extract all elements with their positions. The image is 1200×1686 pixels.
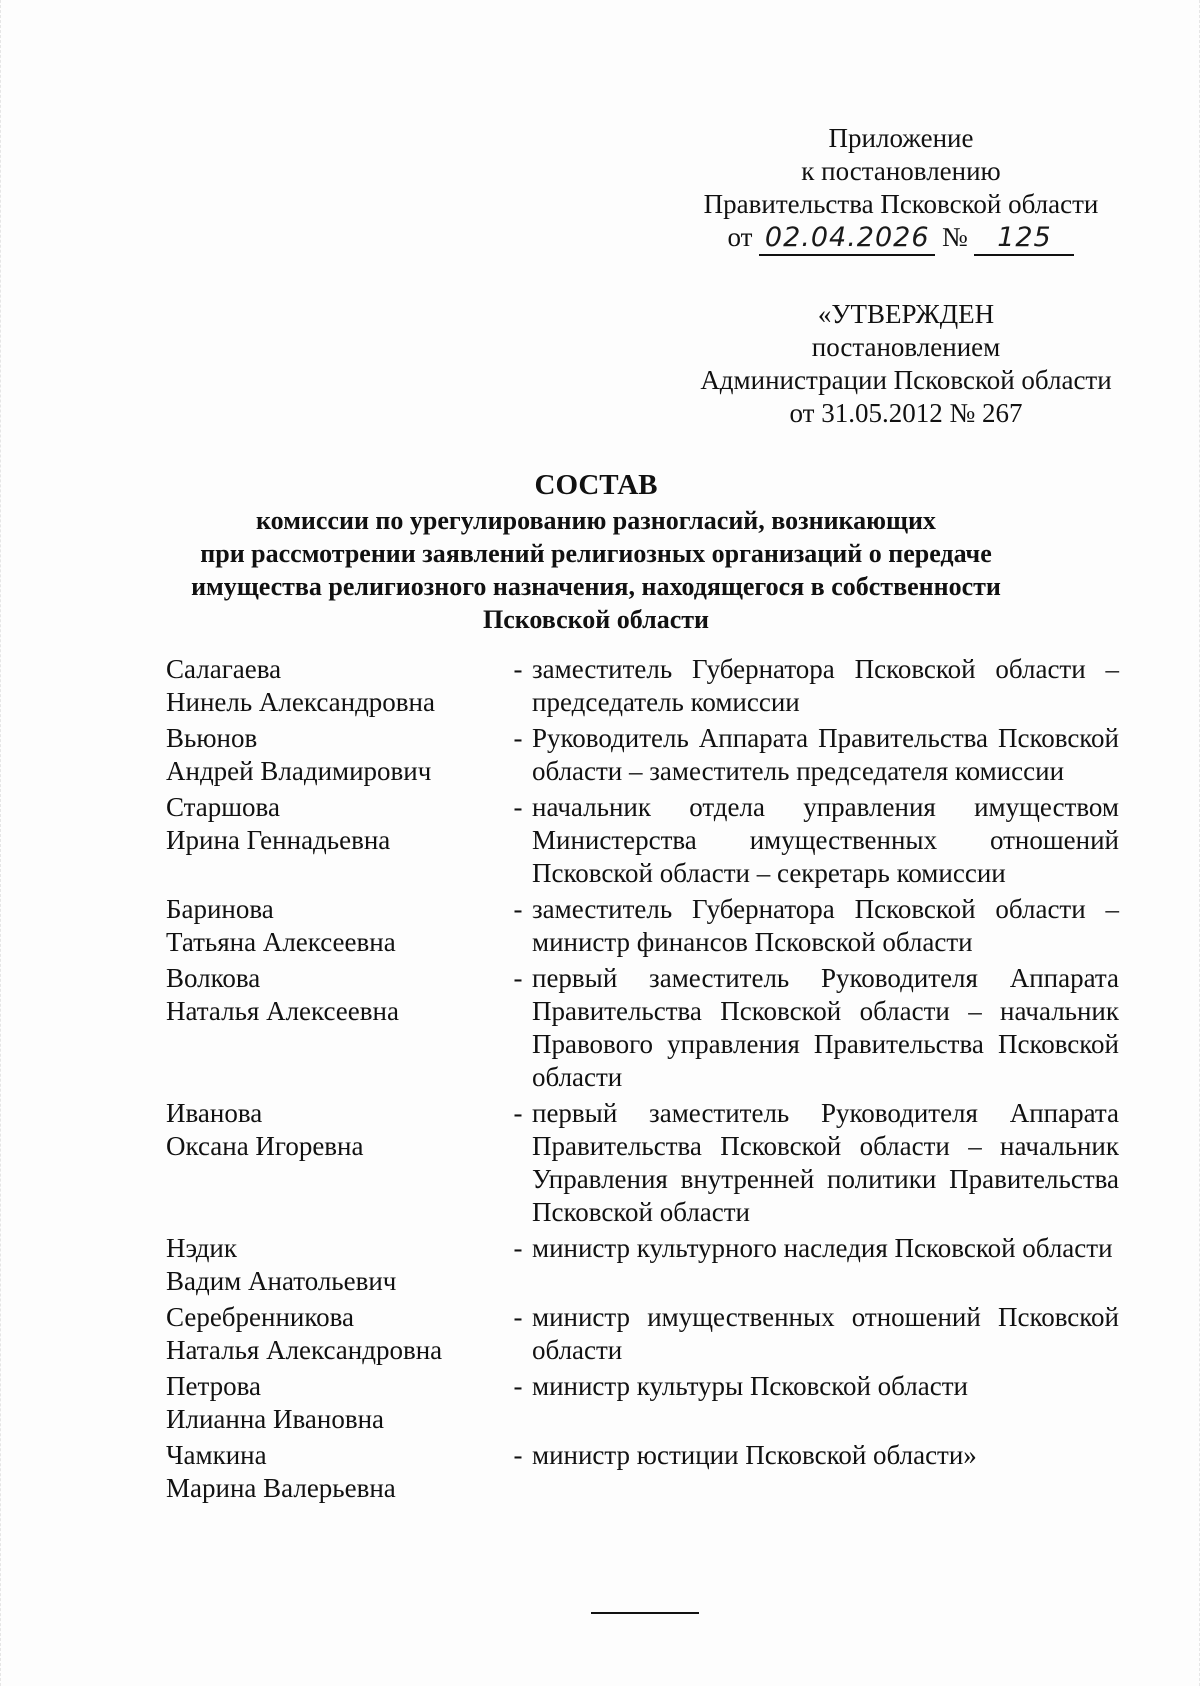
approval-stamp-text bbox=[666, 298, 1146, 430]
member-surname: Баринова bbox=[166, 894, 274, 924]
handwritten-date: 02.04.2026 bbox=[759, 221, 935, 256]
member-surname: Нэдик bbox=[166, 1233, 237, 1263]
member-given-names: Нинель Александровна bbox=[166, 687, 435, 717]
member-surname: Иванова bbox=[166, 1098, 263, 1128]
member-dash: - bbox=[513, 1440, 523, 1470]
member-given-names: Марина Валерьевна bbox=[166, 1473, 396, 1503]
approved-authority: Администрации Псковской области bbox=[700, 365, 1112, 395]
date-prefix: от bbox=[727, 222, 753, 252]
title-line: при рассмотрении заявлений религиозных организаций о передаче bbox=[200, 539, 992, 568]
annex-title: Приложение bbox=[828, 123, 974, 153]
member-row bbox=[166, 893, 1126, 959]
member-name bbox=[166, 1370, 504, 1436]
member-surname: Чамкина bbox=[166, 1440, 267, 1470]
member-role: первый заместитель Руководителя Аппарата Правительства Псковской области – начальник Правового управления Правительства Псковской области bbox=[532, 963, 1119, 1092]
member-name bbox=[166, 653, 504, 719]
member-dash: - bbox=[513, 792, 523, 822]
end-separator-line bbox=[591, 1612, 699, 1614]
member-given-names: Илианна Ивановна bbox=[166, 1404, 385, 1434]
member-name bbox=[166, 791, 504, 890]
member-dash: - bbox=[513, 1098, 523, 1128]
member-surname: Салагаева bbox=[166, 654, 282, 684]
number-sign: № bbox=[941, 222, 968, 252]
handwritten-number: 125 bbox=[974, 221, 1074, 256]
member-name bbox=[166, 1301, 504, 1367]
annex-date-line bbox=[641, 221, 1161, 256]
member-row bbox=[166, 653, 1126, 719]
member-surname: Вьюнов bbox=[166, 723, 258, 753]
member-surname: Серебренникова bbox=[166, 1302, 354, 1332]
member-row bbox=[166, 1097, 1126, 1229]
member-row bbox=[166, 791, 1126, 890]
member-name bbox=[166, 1097, 504, 1229]
annex-header bbox=[641, 122, 1161, 256]
member-dash: - bbox=[513, 1302, 523, 1332]
document-title bbox=[141, 466, 1051, 636]
member-role: заместитель Губернатора Псковской области – министр финансов Псковской области bbox=[532, 894, 1119, 957]
title-main: СОСТАВ bbox=[534, 469, 658, 501]
title-line: имущества религиозного назначения, находящегося в собственности bbox=[191, 572, 1001, 601]
member-row bbox=[166, 722, 1126, 788]
member-role: Руководитель Аппарата Правительства Псковской области – заместитель председателя комиссии bbox=[532, 723, 1119, 786]
member-given-names: Андрей Владимирович bbox=[166, 756, 432, 786]
member-row bbox=[166, 1370, 1126, 1436]
member-dash: - bbox=[513, 894, 523, 924]
member-surname: Петрова bbox=[166, 1371, 261, 1401]
member-given-names: Наталья Алексеевна bbox=[166, 996, 399, 1026]
member-surname: Волкова bbox=[166, 963, 261, 993]
member-dash: - bbox=[513, 963, 523, 993]
approved-by: постановлением bbox=[811, 332, 1001, 362]
title-line: комиссии по урегулированию разногласий, возникающих bbox=[256, 506, 936, 535]
member-row bbox=[166, 962, 1126, 1094]
member-dash: - bbox=[513, 654, 523, 684]
member-dash: - bbox=[513, 1233, 523, 1263]
member-role: начальник отдела управления имуществом Министерства имущественных отношений Псковской области – секретарь комиссии bbox=[532, 792, 1119, 888]
member-row bbox=[166, 1232, 1126, 1298]
title-line: Псковской области bbox=[482, 605, 709, 634]
member-row bbox=[166, 1301, 1126, 1367]
member-dash: - bbox=[513, 1371, 523, 1401]
member-dash: - bbox=[513, 723, 523, 753]
member-name bbox=[166, 1232, 504, 1298]
member-role: министр культуры Псковской области bbox=[532, 1371, 968, 1401]
annex-subtitle: к постановлению bbox=[801, 156, 1001, 186]
member-given-names: Татьяна Алексеевна bbox=[166, 927, 396, 957]
member-surname: Старшова bbox=[166, 792, 280, 822]
member-given-names: Наталья Александровна bbox=[166, 1335, 443, 1365]
approved-date: от 31.05.2012 № 267 bbox=[789, 398, 1023, 428]
member-role: первый заместитель Руководителя Аппарата Правительства Псковской области – начальник Управления внутренней политики Правительства Псковской области bbox=[532, 1098, 1119, 1227]
member-name bbox=[166, 893, 504, 959]
member-given-names: Вадим Анатольевич bbox=[166, 1266, 397, 1296]
member-role: министр юстиции Псковской области» bbox=[532, 1440, 977, 1470]
annex-authority: Правительства Псковской области bbox=[703, 189, 1099, 219]
member-name bbox=[166, 722, 504, 788]
member-role: заместитель Губернатора Псковской области – председатель комиссии bbox=[532, 654, 1119, 717]
members-list bbox=[166, 653, 1126, 1508]
approved-label: «УТВЕРЖДЕН bbox=[817, 299, 995, 329]
member-name bbox=[166, 962, 504, 1094]
member-row bbox=[166, 1439, 1126, 1505]
member-role: министр культурного наследия Псковской области bbox=[532, 1233, 1113, 1263]
member-role: министр имущественных отношений Псковской области bbox=[532, 1302, 1119, 1365]
member-name bbox=[166, 1439, 504, 1505]
member-given-names: Ирина Геннадьевна bbox=[166, 825, 391, 855]
member-given-names: Оксана Игоревна bbox=[166, 1131, 364, 1161]
